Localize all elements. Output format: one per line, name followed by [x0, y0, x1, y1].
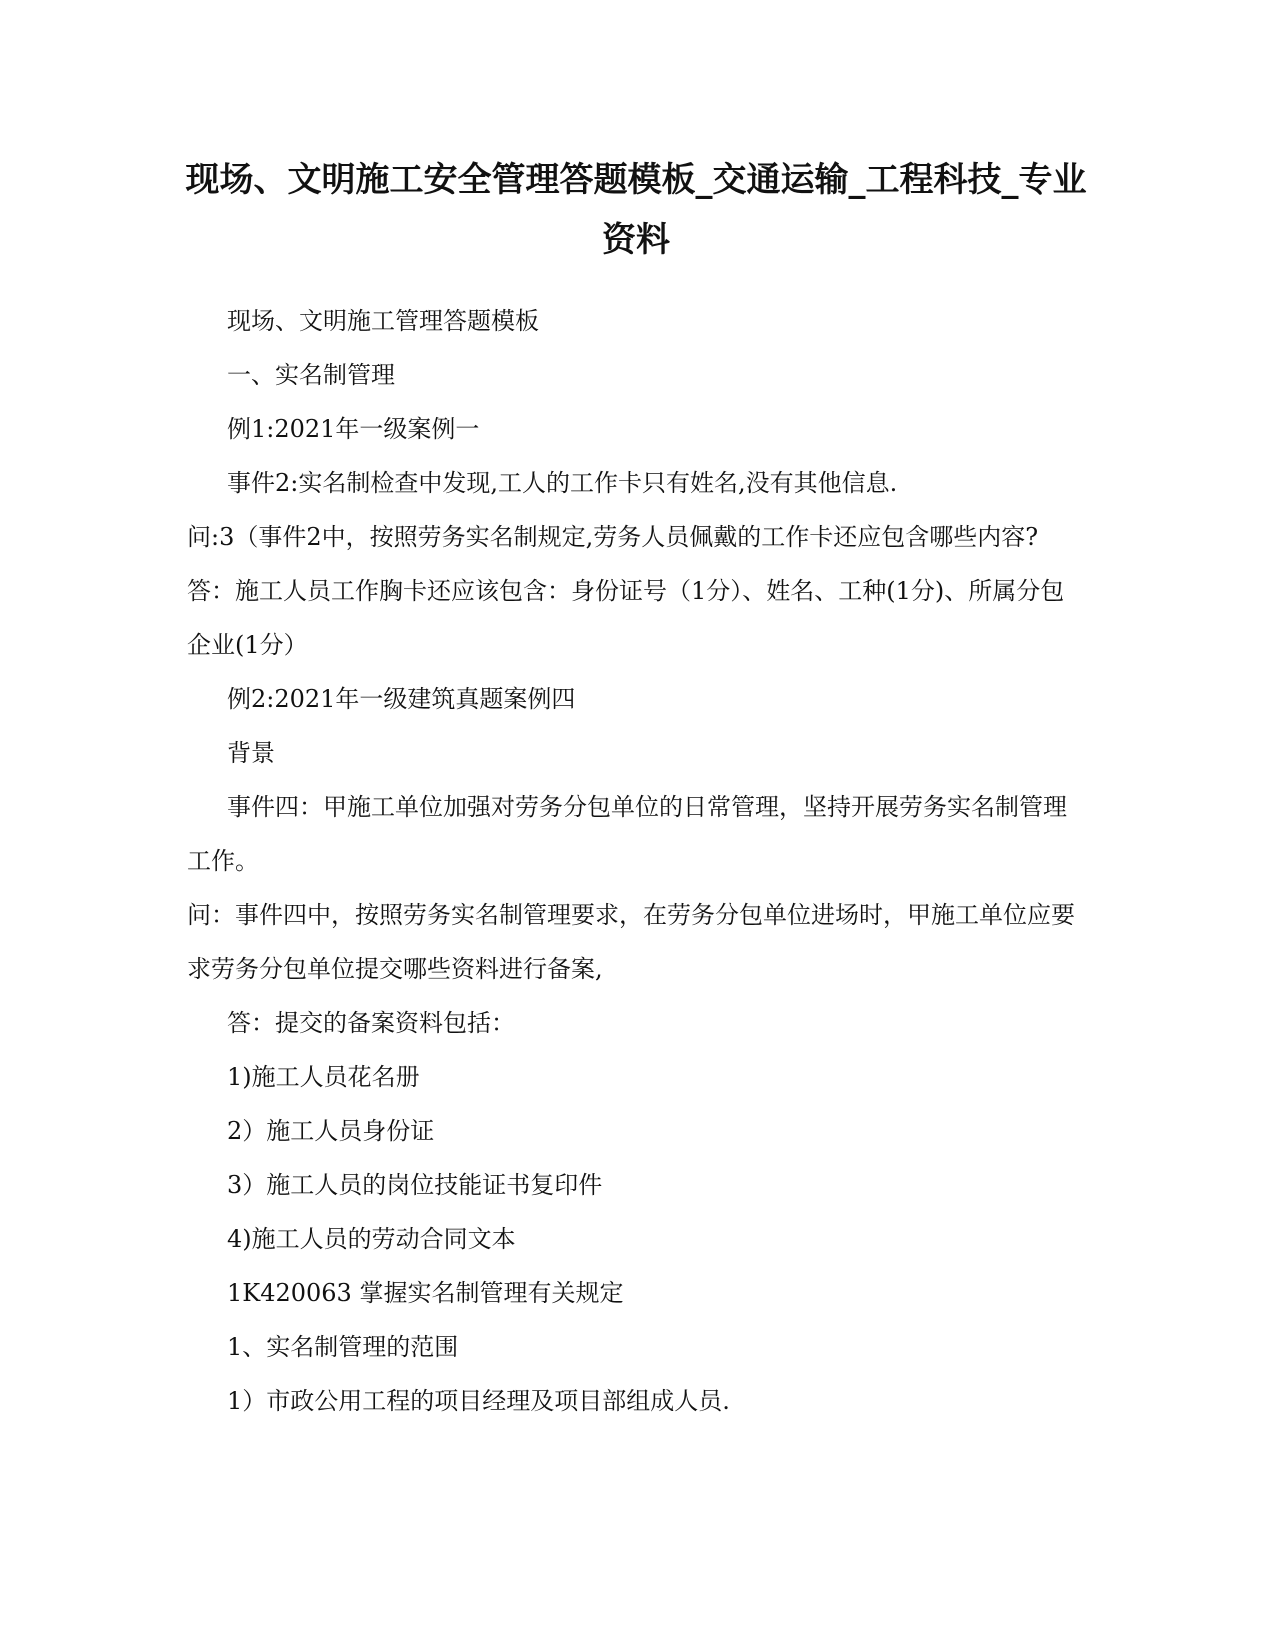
- paragraph: 事件四：甲施工单位加强对劳务分包单位的日常管理，坚持开展劳务实名制管理工作。: [187, 793, 1067, 875]
- question-paragraph: 问：事件四中，按照劳务实名制管理要求，在劳务分包单位进场时，甲施工单位应要求劳务分包单位提交哪些资料进行备案,: [187, 901, 1075, 983]
- answer-paragraph: 答：提交的备案资料包括：: [227, 1009, 515, 1037]
- list-item: 4)施工人员的劳动合同文本: [227, 1225, 516, 1253]
- section-heading: 一、实名制管理: [227, 361, 395, 389]
- document-title: 现场、文明施工安全管理答题模板_交通运输_工程科技_专业资料: [185, 160, 1087, 260]
- list-item: 2）施工人员身份证: [227, 1117, 435, 1145]
- section-heading: 1、实名制管理的范围: [227, 1333, 459, 1361]
- paragraph: 背景: [227, 739, 275, 767]
- list-item: 3）施工人员的岗位技能证书复印件: [227, 1171, 603, 1199]
- paragraph: 事件2:实名制检查中发现,工人的工作卡只有姓名,没有其他信息.: [227, 469, 898, 497]
- question-paragraph: 问:3（事件2中，按照劳务实名制规定,劳务人员佩戴的工作卡还应包含哪些内容?: [187, 523, 1039, 551]
- list-item: 1）市政公用工程的项目经理及项目部组成人员.: [227, 1387, 730, 1415]
- answer-paragraph: 答：施工人员工作胸卡还应该包含：身份证号（1分）、姓名、工种(1分)、所属分包企业(1分）: [187, 577, 1065, 659]
- section-heading: 1K420063 掌握实名制管理有关规定: [227, 1279, 624, 1307]
- document-body: [187, 294, 1087, 1428]
- list-item: 1)施工人员花名册: [227, 1063, 420, 1091]
- paragraph: 例2:2021年一级建筑真题案例四: [227, 685, 576, 713]
- paragraph: 例1:2021年一级案例一: [227, 415, 480, 443]
- paragraph: 现场、文明施工管理答题模板: [227, 307, 539, 335]
